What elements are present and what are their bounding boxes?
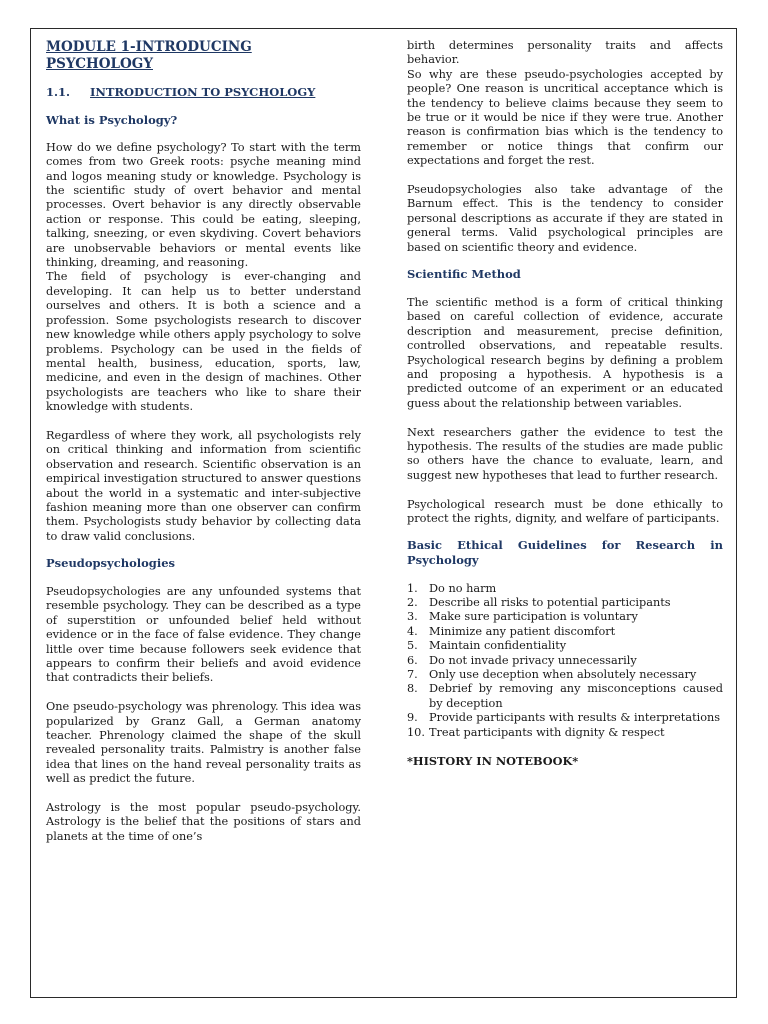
list-number: 10. [407, 725, 425, 739]
paragraph: One pseudo-psychology was phrenology. This idea was popularized by Granz Gall, a German anatomy teacher. Phrenology claimed the shape of the skull revealed personality traits. Palmistry is another false idea that lines on the hand reveal personality traits as well as predict the future. [46, 700, 361, 786]
section-number: 1.1. [46, 85, 71, 99]
list-number: 9. [407, 711, 418, 725]
list-text: Minimize any patient discomfort [429, 624, 616, 638]
heading-ethical-guidelines: Basic Ethical Guidelines for Research in Psychology [407, 538, 723, 567]
list-item [407, 610, 723, 624]
paragraph: birth determines personality traits and affects behavior. [407, 39, 723, 67]
ethical-guidelines-list [407, 582, 723, 740]
list-number: 8. [407, 682, 418, 696]
module-title: MODULE 1-INTRODUCING PSYCHOLOGY [46, 39, 252, 72]
paragraph: Astrology is the most popular pseudo-psychology. Astrology is the belief that the positions of stars and planets at the time of one’s [46, 801, 361, 843]
paragraph: Pseudopsychologies also take advantage of the Barnum effect. This is the tendency to consider personal descriptions as accurate if they are stated in general terms. Valid psychological principles are based on scientific theory and evidence. [407, 183, 723, 254]
list-number: 4. [407, 624, 418, 638]
section-heading [46, 85, 361, 99]
document-page [30, 28, 737, 998]
paragraph: So why are these pseudo-psychologies accepted by people? One reason is uncritical acceptance which is the tendency to believe claims because they seem to be true or it would be nice if they were true. Another reason is confirmation bias which is the tendency to remember or notice things that confirm our expectations and forget the rest. [407, 67, 723, 168]
paragraph: How do we define psychology? To start with the term comes from two Greek roots: psyche meaning mind and logos meaning study or knowledge. Psychology is the scientific study of overt behavior and mental processes. Overt behavior is any directly observable action or response. This could be eating, sleeping, talking, sneezing, or even skydiving. Covert behaviors are unobservable behaviors or mental events like thinking, dreaming, and reasoning. [46, 140, 361, 270]
list-number: 2. [407, 595, 418, 609]
list-number: 3. [407, 610, 418, 624]
paragraph: Next researchers gather the evidence to test the hypothesis. The results of the studies are made public so others have the chance to evaluate, learn, and suggest new hypotheses that lead to further research. [407, 425, 723, 482]
list-text: Provide participants with results & interpretations [429, 711, 721, 725]
paragraph: Pseudopsychologies are any unfounded systems that resemble psychology. They can be described as a type of superstition or unfounded belief held without evidence or in the face of false evidence. They change little over time because followers seek evidence that appears to confirm their beliefs and avoid evidence that contradicts their beliefs. [46, 584, 361, 685]
list-text: Only use deception when absolutely necessary [429, 667, 697, 681]
heading-pseudopsychologies: Pseudopsychologies [46, 556, 175, 571]
section-title: INTRODUCTION TO PSYCHOLOGY [90, 85, 316, 99]
history-note: *HISTORY IN NOTEBOOK* [407, 754, 579, 769]
list-text: Do no harm [429, 581, 497, 595]
list-number: 6. [407, 653, 418, 667]
list-item [407, 682, 723, 711]
list-item [407, 596, 723, 610]
list-item [407, 625, 723, 639]
list-item [407, 639, 723, 653]
left-column [46, 37, 361, 844]
heading-scientific-method: Scientific Method [407, 267, 521, 282]
list-text: Make sure participation is voluntary [429, 610, 638, 624]
paragraph: The field of psychology is ever-changing and developing. It can help us to better understand ourselves and others. It is both a science and a profession. Some psychologists research to discover new knowledge while others apply psychology to solve problems. Psychology can be used in the fields of mental health, business, education, sports, law, medicine, and even in the design of machines. Other psychologists are teachers who like to share their knowledge with students. [46, 270, 361, 414]
list-number: 7. [407, 667, 418, 681]
right-column [407, 39, 723, 769]
paragraph: The scientific method is a form of critical thinking based on careful collection of evidence, accurate description and measurement, precise definition, controlled observations, and repeatable results. Psychological research begins by defining a problem and proposing a hypothesis. A hypothesis is a predicted outcome of an experiment or an educated guess about the relationship between variables. [407, 295, 723, 410]
list-text: Debrief by removing any misconceptions caused by deception [429, 682, 723, 710]
list-item [407, 654, 723, 668]
list-item [407, 582, 723, 596]
heading-what-is-psychology: What is Psychology? [46, 113, 178, 128]
list-item [407, 668, 723, 682]
list-number: 1. [407, 581, 418, 595]
list-number: 5. [407, 639, 418, 653]
list-text: Describe all risks to potential participants [429, 595, 671, 609]
list-item [407, 711, 723, 725]
list-text: Maintain confidentiality [429, 639, 567, 653]
list-text: Do not invade privacy unnecessarily [429, 653, 637, 667]
list-text: Treat participants with dignity & respect [429, 725, 665, 739]
list-item [407, 726, 723, 740]
paragraph: Psychological research must be done ethically to protect the rights, dignity, and welfare of participants. [407, 497, 723, 525]
paragraph: Regardless of where they work, all psychologists rely on critical thinking and information from scientific observation and research. Scientific observation is an empirical investigation structured to answer questions about the world in a systematic and inter-subjective fashion meaning more than one observer can confirm them. Psychologists study behavior by collecting data to draw valid conclusions. [46, 428, 361, 543]
